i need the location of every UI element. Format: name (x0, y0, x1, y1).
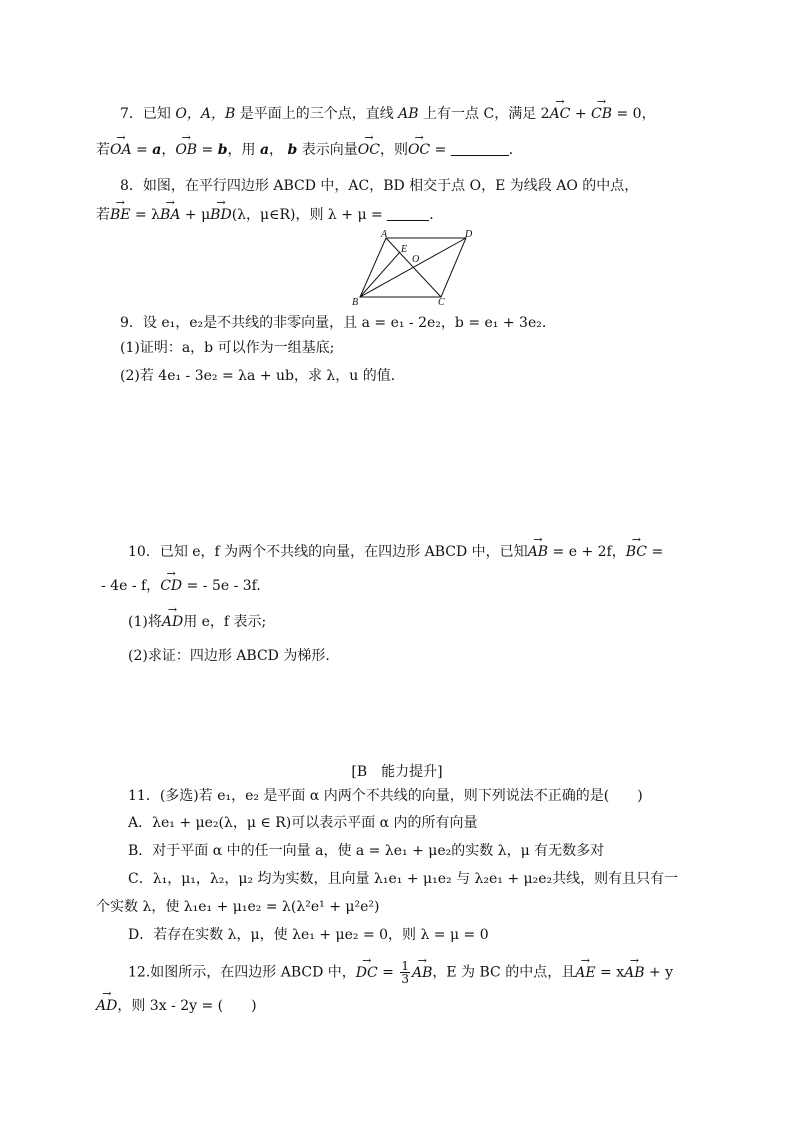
q8-text: + μ (184, 207, 211, 223)
vector-b: b (217, 142, 228, 158)
label-d: D (465, 229, 473, 240)
vector-ae: → AE (575, 963, 595, 983)
vector-oc: → OC (358, 140, 380, 160)
q8-line1: 8．如图，在平行四边形 ABCD 中，AC，BD 相交于点 O，E 为线段 AO 的中点， (120, 178, 639, 194)
q7-text: 是平面上的三个点，直线 (239, 106, 394, 122)
q7-text: ，则 (379, 142, 408, 158)
q12-text: 12.如图所示，在四边形 ABCD 中， (128, 964, 356, 981)
q7-text: 7．已知 (120, 106, 171, 122)
fraction-numerator: 1 (401, 959, 409, 973)
q10-text: = (651, 544, 664, 560)
answer-blank[interactable] (387, 220, 429, 221)
label-a: A (381, 229, 388, 240)
q11-option-d[interactable]: D．若存在实数 λ，μ，使 λe₁ + μe₂ = 0，则 λ = μ = 0 (128, 927, 489, 943)
q7-text: = (136, 142, 148, 158)
q10-line2 (101, 576, 261, 596)
q9-line1: 9．设 e₁，e₂是不共线的非零向量，且 a = e₁ - 2e₂，b = e₁ + 3e₂. (120, 315, 547, 331)
q12-text: ，E 为 BC 的中点，且 (432, 964, 576, 981)
vector-bd: → BD (210, 205, 232, 225)
q11-option-a[interactable]: A．λe₁ + μe₂(λ，μ ∈ R)可以表示平面 α 内的所有向量 (128, 815, 478, 831)
vector-a: a (259, 142, 270, 158)
diagonal-bd (360, 238, 466, 297)
q7-text: ，用 (227, 142, 256, 158)
vector-ab: → AB (624, 963, 644, 983)
q11-option-c-cont: 个实数 λ，使 λ₁e₁ + μ₁e₂ = λ(λ²e¹ + μ²e²) (96, 899, 380, 915)
q7-text: ， (269, 142, 284, 158)
vector-bc: → BC (626, 542, 647, 562)
q7-text: 上有一点 (423, 106, 480, 122)
q10-text: = - 5e - 3f. (186, 578, 261, 594)
q7-text: = 0， (616, 106, 656, 122)
q12-text: = x (600, 964, 625, 981)
q7-points: O，A，B (175, 106, 236, 122)
vector-cd: → CD (160, 576, 182, 596)
q7-text: ． (508, 142, 523, 158)
label-b: B (352, 297, 359, 306)
q8-text: 若 (96, 207, 110, 223)
q7-text: 表示向量 (301, 142, 358, 158)
vector-cb: → CB (591, 104, 612, 124)
q12-text: + y (648, 964, 674, 981)
q12-text: = (382, 964, 394, 981)
q12-text: ，则 3x - 2y = ( ) (117, 998, 257, 1014)
answer-blank[interactable] (451, 155, 509, 156)
q11-option-b[interactable]: B．对于平面 α 中的任一向量 a，使 a = λe₁ + μe₂的实数 λ，μ 有无数多对 (128, 843, 605, 859)
vector-ab: → AB (528, 542, 548, 562)
q10-part1 (128, 612, 266, 632)
vector-ob: → OB (175, 140, 197, 160)
label-o: O (412, 254, 420, 265)
q8-line2 (96, 205, 443, 225)
label-e: E (401, 244, 408, 255)
vector-oa: → OA (110, 140, 132, 160)
q10-text: 用 e，f 表示; (183, 614, 267, 630)
q7-text: = (201, 142, 214, 158)
q7-line1 (120, 104, 656, 124)
vector-dc: → DC (356, 963, 378, 983)
q9-part1: (1)证明：a，b 可以作为一组基底; (120, 340, 335, 356)
q10-text: 10．已知 e，f 为两个不共线的向量，在四边形 ABCD 中，已知 (128, 544, 528, 560)
vector-ab: → AB (412, 963, 432, 983)
q11-stem: 11．(多选)若 e₁，e₂ 是平面 α 内两个不共线的向量，则下列说法不正确的是( ) (128, 788, 643, 804)
fraction-one-third (400, 960, 410, 985)
vector-be: → BE (110, 205, 131, 225)
section-heading: [B 能力提升] (351, 764, 443, 780)
q11-option-c[interactable]: C．λ₁，μ₁，λ₂，μ₂ 均为实数，且向量 λ₁e₁ + μ₁e₂ 与 λ₂e₁ + μ₂e₂共线，则有且只有一 (128, 871, 679, 887)
vector-ba: → BA (160, 205, 180, 225)
q7-text: ， (161, 142, 176, 158)
parallelogram-figure (348, 228, 478, 306)
vector-a: a (152, 142, 162, 158)
segment-be (360, 252, 400, 297)
fraction-denominator: 3 (401, 972, 409, 986)
vector-ad: → AD (96, 996, 117, 1016)
q8-text: (λ，μ∈R)，则 λ + μ = (231, 207, 383, 223)
q7-line-ab: AB (398, 106, 419, 122)
vector-ad: → AD (162, 612, 183, 632)
vector-oc: → OC (408, 140, 430, 160)
q10-text: (1)将 (128, 614, 162, 630)
vector-ac: → AC (550, 104, 571, 124)
q12-line1 (128, 960, 673, 985)
q10-text: - 4e - f， (101, 578, 161, 594)
q7-text: 若 (96, 142, 110, 158)
q8-text: ． (429, 207, 444, 223)
q7-plus: + (574, 106, 587, 122)
q12-line2 (96, 996, 257, 1016)
q7-line2 (96, 140, 523, 160)
q10-line1 (128, 542, 663, 562)
q9-part2: (2)若 4e₁ - 3e₂ = λa + ub，求 λ，u 的值． (120, 368, 405, 384)
q7-text: C，满足 2 (483, 106, 550, 122)
q10-text: = e + 2f， (552, 544, 626, 560)
label-c: C (438, 297, 445, 306)
vector-b: b (287, 142, 298, 158)
q7-text: = (434, 142, 447, 158)
q10-part2: (2)求证：四边形 ABCD 为梯形． (128, 648, 340, 664)
q8-text: = λ (134, 207, 161, 223)
